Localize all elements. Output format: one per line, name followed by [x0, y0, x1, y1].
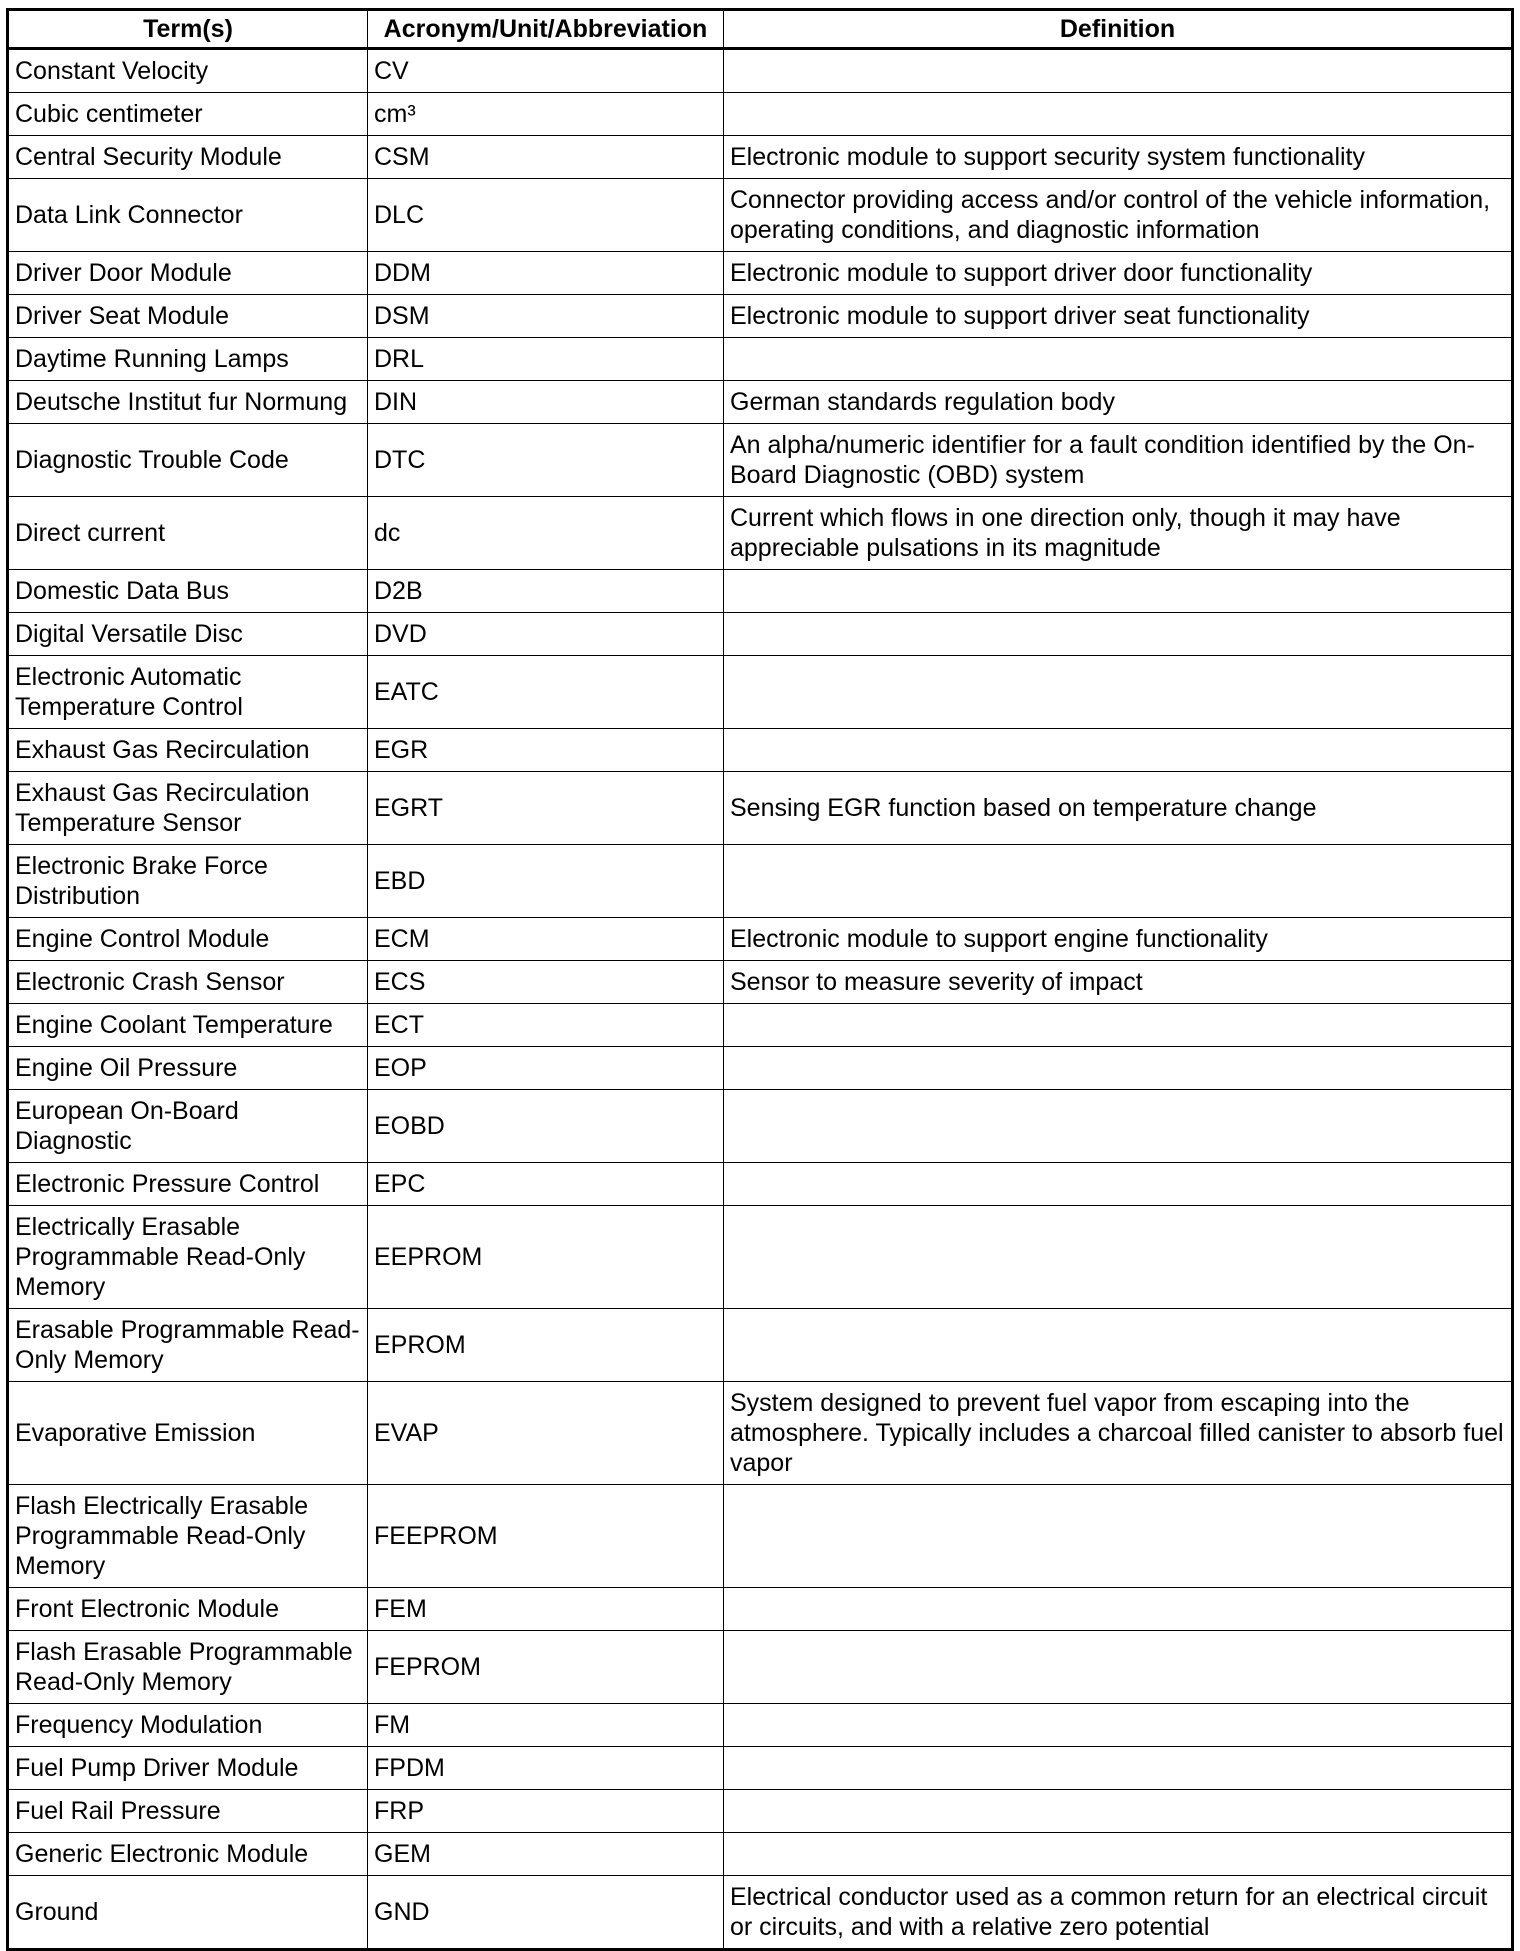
definition-cell: [724, 1206, 1513, 1309]
term-cell: Deutsche Institut fur Normung: [8, 381, 368, 424]
table-row: [8, 1090, 1513, 1163]
glossary-table: [6, 8, 1514, 1951]
table-row: [8, 570, 1513, 613]
term-cell: Digital Versatile Disc: [8, 613, 368, 656]
table-row: [8, 918, 1513, 961]
table-row: [8, 1876, 1513, 1950]
definition-cell: [724, 1163, 1513, 1206]
acronym-cell: EOP: [368, 1047, 724, 1090]
acronym-cell: EPC: [368, 1163, 724, 1206]
table-row: [8, 1631, 1513, 1704]
definition-cell: [724, 1588, 1513, 1631]
table-row: [8, 424, 1513, 497]
term-cell: Domestic Data Bus: [8, 570, 368, 613]
definition-cell: [724, 1004, 1513, 1047]
table-row: [8, 1588, 1513, 1631]
table-body: [8, 49, 1513, 1950]
table-row: [8, 845, 1513, 918]
term-cell: Engine Oil Pressure: [8, 1047, 368, 1090]
table-row: [8, 381, 1513, 424]
term-cell: Data Link Connector: [8, 179, 368, 252]
table-row: [8, 252, 1513, 295]
term-cell: Constant Velocity: [8, 49, 368, 93]
term-cell: Flash Electrically Erasable Programmable Read-Only Memory: [8, 1485, 368, 1588]
term-cell: European On-Board Diagnostic: [8, 1090, 368, 1163]
term-cell: Electronic Brake Force Distribution: [8, 845, 368, 918]
definition-cell: [724, 1309, 1513, 1382]
table-row: [8, 338, 1513, 381]
acronym-cell: DRL: [368, 338, 724, 381]
term-cell: Diagnostic Trouble Code: [8, 424, 368, 497]
acronym-cell: FRP: [368, 1790, 724, 1833]
acronym-cell: EPROM: [368, 1309, 724, 1382]
table-row: [8, 772, 1513, 845]
acronym-cell: DDM: [368, 252, 724, 295]
term-cell: Engine Control Module: [8, 918, 368, 961]
acronym-cell: D2B: [368, 570, 724, 613]
acronym-cell: DTC: [368, 424, 724, 497]
definition-cell: Electrical conductor used as a common return for an electrical circuit or circuits, and with a relative zero potential: [724, 1876, 1513, 1950]
term-cell: Electrically Erasable Programmable Read-Only Memory: [8, 1206, 368, 1309]
definition-cell: Electronic module to support engine functionality: [724, 918, 1513, 961]
acronym-cell: CV: [368, 49, 724, 93]
table-row: [8, 1747, 1513, 1790]
term-cell: Central Security Module: [8, 136, 368, 179]
table-row: [8, 1309, 1513, 1382]
acronym-cell: ECM: [368, 918, 724, 961]
term-cell: Exhaust Gas Recirculation: [8, 729, 368, 772]
term-cell: Exhaust Gas Recirculation Temperature Sensor: [8, 772, 368, 845]
definition-cell: [724, 1704, 1513, 1747]
term-cell: Evaporative Emission: [8, 1382, 368, 1485]
table-row: [8, 1833, 1513, 1876]
table-row: [8, 1382, 1513, 1485]
acronym-cell: FEEPROM: [368, 1485, 724, 1588]
table-row: [8, 613, 1513, 656]
acronym-cell: dc: [368, 497, 724, 570]
acronym-cell: FPDM: [368, 1747, 724, 1790]
term-cell: Driver Seat Module: [8, 295, 368, 338]
definition-cell: [724, 1747, 1513, 1790]
definition-cell: [724, 570, 1513, 613]
definition-cell: [724, 1047, 1513, 1090]
acronym-cell: EATC: [368, 656, 724, 729]
acronym-cell: EGR: [368, 729, 724, 772]
acronym-cell: EEPROM: [368, 1206, 724, 1309]
table-row: [8, 136, 1513, 179]
definition-cell: [724, 338, 1513, 381]
term-cell: Frequency Modulation: [8, 1704, 368, 1747]
definition-cell: [724, 613, 1513, 656]
acronym-cell: ECT: [368, 1004, 724, 1047]
definition-cell: Current which flows in one direction only, though it may have appreciable pulsations in its magnitude: [724, 497, 1513, 570]
acronym-cell: DLC: [368, 179, 724, 252]
table-row: [8, 1485, 1513, 1588]
definition-cell: Connector providing access and/or control of the vehicle information, operating conditions, and diagnostic information: [724, 179, 1513, 252]
definition-cell: [724, 656, 1513, 729]
definition-cell: Electronic module to support driver door functionality: [724, 252, 1513, 295]
table-row: [8, 1704, 1513, 1747]
acronym-cell: EOBD: [368, 1090, 724, 1163]
definition-cell: [724, 1790, 1513, 1833]
term-cell: Direct current: [8, 497, 368, 570]
header-definition: Definition: [724, 10, 1513, 49]
table-row: [8, 1206, 1513, 1309]
definition-cell: Electronic module to support driver seat functionality: [724, 295, 1513, 338]
term-cell: Electronic Pressure Control: [8, 1163, 368, 1206]
table-header: [8, 10, 1513, 49]
definition-cell: System designed to prevent fuel vapor from escaping into the atmosphere. Typically includes a charcoal filled canister to absorb fuel vapor: [724, 1382, 1513, 1485]
table-row: [8, 1790, 1513, 1833]
acronym-cell: EBD: [368, 845, 724, 918]
table-row: [8, 295, 1513, 338]
acronym-cell: CSM: [368, 136, 724, 179]
term-cell: Driver Door Module: [8, 252, 368, 295]
definition-cell: German standards regulation body: [724, 381, 1513, 424]
acronym-cell: DIN: [368, 381, 724, 424]
term-cell: Engine Coolant Temperature: [8, 1004, 368, 1047]
term-cell: Electronic Automatic Temperature Control: [8, 656, 368, 729]
definition-cell: Electronic module to support security system functionality: [724, 136, 1513, 179]
table-row: [8, 1047, 1513, 1090]
term-cell: Front Electronic Module: [8, 1588, 368, 1631]
definition-cell: [724, 93, 1513, 136]
table-row: [8, 93, 1513, 136]
definition-cell: [724, 49, 1513, 93]
acronym-cell: GND: [368, 1876, 724, 1950]
term-cell: Ground: [8, 1876, 368, 1950]
table-row: [8, 49, 1513, 93]
header-acronym: Acronym/Unit/Abbreviation: [368, 10, 724, 49]
definition-cell: [724, 1631, 1513, 1704]
term-cell: Erasable Programmable Read-Only Memory: [8, 1309, 368, 1382]
definition-cell: An alpha/numeric identifier for a fault condition identified by the On-Board Diagnostic (OBD) system: [724, 424, 1513, 497]
acronym-cell: EGRT: [368, 772, 724, 845]
header-row: [8, 10, 1513, 49]
acronym-cell: DVD: [368, 613, 724, 656]
definition-cell: Sensor to measure severity of impact: [724, 961, 1513, 1004]
definition-cell: [724, 729, 1513, 772]
term-cell: Daytime Running Lamps: [8, 338, 368, 381]
acronym-cell: FM: [368, 1704, 724, 1747]
term-cell: Electronic Crash Sensor: [8, 961, 368, 1004]
acronym-cell: ECS: [368, 961, 724, 1004]
definition-cell: [724, 845, 1513, 918]
acronym-cell: FEM: [368, 1588, 724, 1631]
acronym-cell: FEPROM: [368, 1631, 724, 1704]
term-cell: Fuel Pump Driver Module: [8, 1747, 368, 1790]
table-row: [8, 497, 1513, 570]
definition-cell: [724, 1090, 1513, 1163]
acronym-cell: DSM: [368, 295, 724, 338]
definition-cell: [724, 1833, 1513, 1876]
definition-cell: Sensing EGR function based on temperature change: [724, 772, 1513, 845]
acronym-cell: GEM: [368, 1833, 724, 1876]
definition-cell: [724, 1485, 1513, 1588]
table-row: [8, 179, 1513, 252]
table-row: [8, 961, 1513, 1004]
acronym-cell: EVAP: [368, 1382, 724, 1485]
table-row: [8, 1004, 1513, 1047]
header-term: Term(s): [8, 10, 368, 49]
term-cell: Generic Electronic Module: [8, 1833, 368, 1876]
table-row: [8, 656, 1513, 729]
table-row: [8, 1163, 1513, 1206]
term-cell: Flash Erasable Programmable Read-Only Memory: [8, 1631, 368, 1704]
term-cell: Cubic centimeter: [8, 93, 368, 136]
table-row: [8, 729, 1513, 772]
term-cell: Fuel Rail Pressure: [8, 1790, 368, 1833]
acronym-cell: cm³: [368, 93, 724, 136]
